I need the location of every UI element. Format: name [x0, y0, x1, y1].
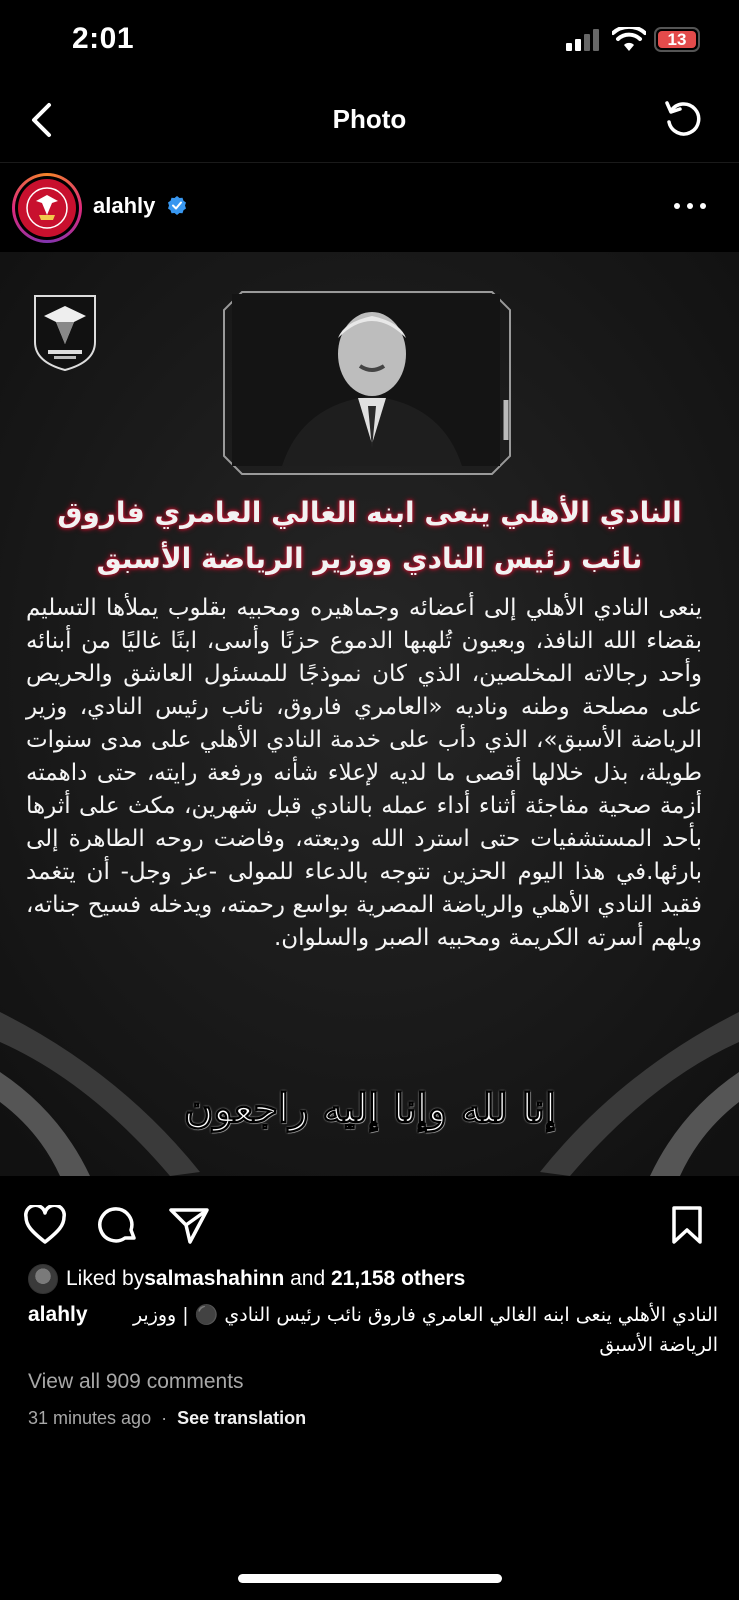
- avatar: [18, 179, 76, 237]
- post-timestamp: 31 minutes ago: [28, 1408, 152, 1428]
- post-image[interactable]: [0, 252, 739, 1176]
- separator-dot: ·: [161, 1408, 168, 1428]
- eagle-logo-icon: [24, 185, 70, 231]
- battery-level: 13: [658, 31, 696, 48]
- likes-summary[interactable]: [28, 1262, 718, 1296]
- post-headline-line1: النادي الأهلي ينعى ابنه الغالي العامري فاروق: [57, 496, 682, 529]
- liker-username[interactable]: salmashahinn: [144, 1267, 285, 1290]
- portrait-photo: [232, 294, 500, 466]
- caption-text: النادي الأهلي ينعى ابنه الغالي العامري فاروق نائب رئيس النادي ⚫️ | ووزير الرياضة الأسبق: [132, 1304, 718, 1356]
- post-caption: [28, 1300, 718, 1360]
- save-button[interactable]: [664, 1202, 710, 1248]
- send-icon: [168, 1205, 210, 1245]
- status-bar: [0, 0, 739, 80]
- likes-count[interactable]: 21,158 others: [331, 1267, 466, 1290]
- likes-prefix: Liked by: [66, 1267, 145, 1290]
- verified-badge-icon: [167, 195, 187, 215]
- post-username[interactable]: alahly: [93, 193, 156, 218]
- bookmark-icon: [670, 1205, 704, 1245]
- dot-icon: [674, 203, 680, 209]
- top-navigation-bar: [0, 84, 739, 156]
- refresh-button[interactable]: [658, 94, 708, 144]
- likes-middle: and: [284, 1267, 331, 1290]
- caption-username[interactable]: alahly: [28, 1303, 88, 1326]
- comment-button[interactable]: [95, 1202, 141, 1248]
- comment-icon: [97, 1204, 139, 1246]
- post-actions: [0, 1194, 739, 1254]
- wifi-icon: [612, 27, 646, 53]
- heart-icon: [23, 1205, 67, 1245]
- share-button[interactable]: [166, 1202, 212, 1248]
- page-title: Photo: [332, 104, 407, 134]
- refresh-icon: [662, 98, 704, 140]
- dot-icon: [700, 203, 706, 209]
- post-header: [0, 162, 739, 252]
- post-headline-line2: نائب رئيس النادي ووزير الرياضة الأسبق: [96, 542, 643, 575]
- calligraphy-verse: [180, 1058, 560, 1158]
- club-crest-icon: [30, 292, 100, 372]
- see-translation-link[interactable]: See translation: [177, 1408, 307, 1428]
- like-button[interactable]: [22, 1202, 68, 1248]
- battery-icon: [654, 27, 700, 52]
- more-options-button[interactable]: [670, 191, 710, 221]
- avatar: [28, 1264, 58, 1294]
- post-body-text: ينعى النادي الأهلي إلى أعضائه وجماهيره ومحبيه بقلوب يملأها التسليم بقضاء الله النافذ، وبعيون تُلهبها الدموع حزنًا وأسى، ابنًا غاليًا من أبنائه وأحد رجالاته المخلصين، الذي كان نموذجًا للمسئول العاشق والحريص على مصلحة وطنه وناديه «العامري فاروق، نائب رئيس النادي، وزير الرياضة الأسبق»، الذي دأب على خدمة النادي الأهلي على مدى سنوات طويلة، بذل خلالها أقصى ما لديه لإعلاء شأنه ورفعة رايته، حتى داهمته أزمة صحية مفاجئة أثناء أداء عمله بالنادي قبل شهرين، مكث على أثرها بأحد المستشفيات حتى استرد الله وديعته، وفاضت روحه الطاهرة إلى بارئها.في هذا اليوم الحزين نتوجه بالدعاء للمولى -عز وجل- أن يتغمد فقيد النادي الأهلي والرياضة المصرية بواسع رحمته، ويدخله فسيح جناته، ويلهم أسرته الكريمة ومحبيه الصبر والسلوان.: [26, 595, 702, 951]
- home-indicator[interactable]: [238, 1574, 502, 1583]
- calligraphy-text: إنا لله وإنا إليه راجعون: [183, 1084, 557, 1132]
- status-time: 2:01: [72, 22, 135, 55]
- dot-icon: [687, 203, 693, 209]
- cellular-signal-icon: [566, 29, 602, 51]
- post-meta: [28, 1408, 306, 1429]
- story-ring[interactable]: [12, 173, 82, 243]
- view-comments-link[interactable]: View all 909 comments: [28, 1370, 244, 1393]
